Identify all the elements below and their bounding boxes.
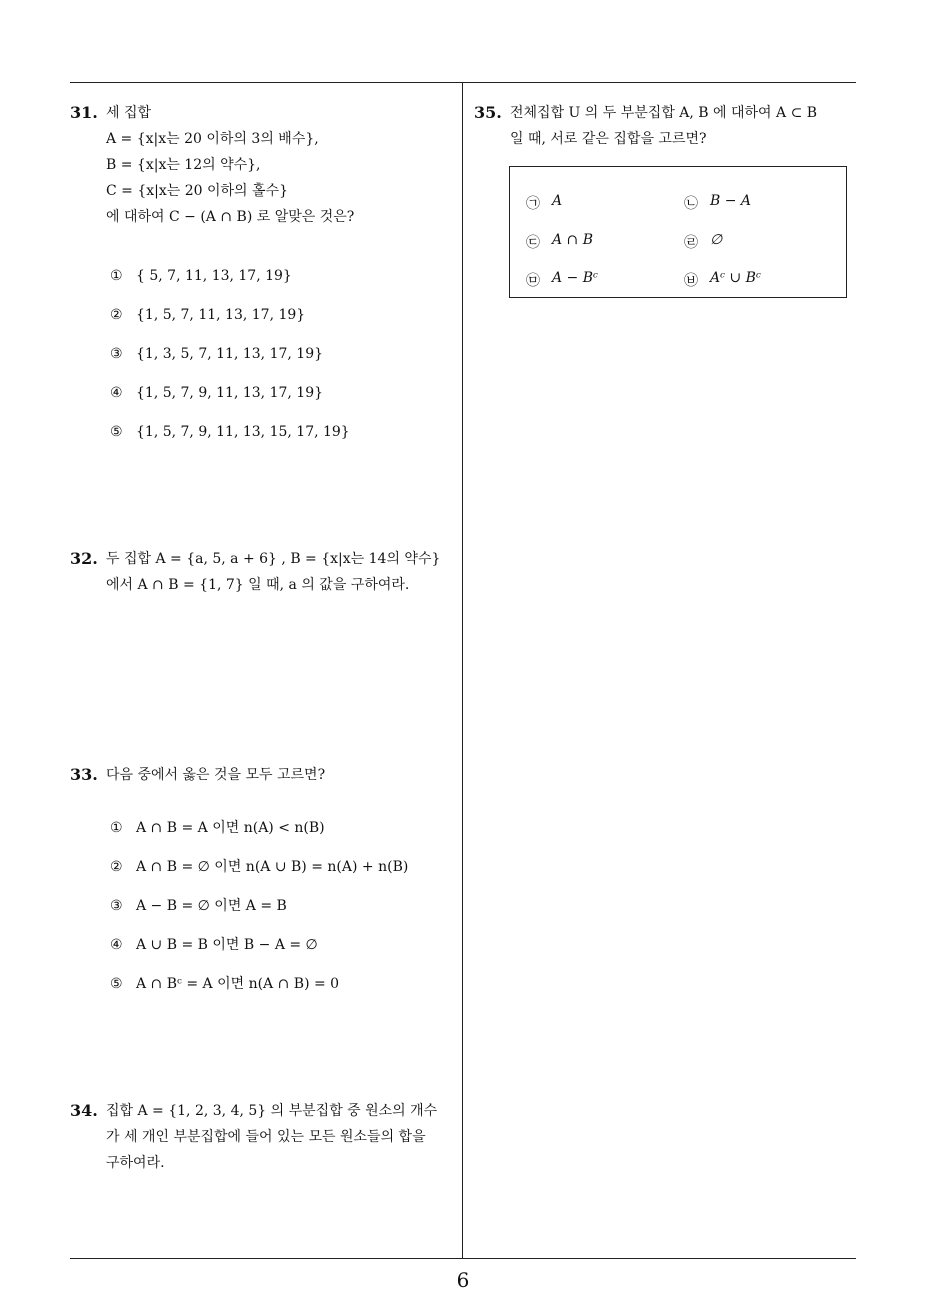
choice-5[interactable] [110,964,455,1003]
option-item-4[interactable] [684,232,722,252]
choice-mark: ⑤ [110,975,123,992]
question-line-2: 에서 A ∩ B = {1, 7} 일 때, a 의 값을 구하여라. [106,577,410,593]
option-mark: ㉤ [526,273,540,289]
column-divider [462,82,463,1258]
option-mark: ㉠ [526,196,540,212]
question-intro: 세 집합 [106,105,152,121]
option-item-5[interactable] [526,270,598,290]
choice-mark: ① [110,819,123,836]
question-line-2: 일 때, 서로 같은 집합을 고르면? [510,131,707,147]
page-number: 6 [456,1268,470,1292]
choice-2[interactable] [110,847,455,886]
choice-mark: ① [110,267,123,284]
choice-1[interactable] [110,256,455,295]
option-mark: ㉥ [684,273,698,289]
choice-mark: ② [110,306,123,323]
question-number: 35. [474,103,502,122]
question-line-1: 집합 A = {1, 2, 3, 4, 5} 의 부분집합 중 원소의 개수 [106,1103,438,1119]
choice-mark: ③ [110,897,123,914]
question-text: 다음 중에서 옳은 것을 모두 고르면? [106,767,326,783]
option-item-6[interactable] [684,270,761,290]
choice-list [70,256,455,451]
question-32 [70,546,460,598]
option-item-3[interactable] [526,232,593,252]
choice-text: A − B = ∅ 이면 A = B [136,897,287,914]
choice-1[interactable] [110,808,455,847]
choice-text: {1, 3, 5, 7, 11, 13, 17, 19} [136,345,324,362]
bottom-rule [70,1258,856,1259]
choice-4[interactable] [110,925,455,964]
set-b-definition: B = {x|x는 12의 약수}, [106,157,261,173]
choice-text: A ∪ B = B 이면 B − A = ∅ [136,936,318,953]
question-number: 34. [70,1101,98,1120]
option-text: ∅ [710,232,723,248]
choice-text: A ∩ B = ∅ 이면 n(A ∪ B) = n(A) + n(B) [136,858,409,875]
question-33 [70,762,455,1003]
choice-4[interactable] [110,373,455,412]
choice-mark: ③ [110,345,123,362]
question-line-2: 가 세 개인 부분집합에 들어 있는 모든 원소들의 합을 [106,1129,426,1145]
question-line-3: 구하여라. [106,1155,165,1171]
option-text: Aᶜ ∪ Bᶜ [710,270,761,286]
question-34 [70,1098,460,1176]
choice-list [70,808,455,1003]
option-text: A − Bᶜ [552,270,598,286]
option-mark: ㉣ [684,235,698,251]
choice-text: {1, 5, 7, 9, 11, 13, 17, 19} [136,384,324,401]
option-text: A [552,193,563,209]
choice-5[interactable] [110,412,455,451]
choice-3[interactable] [110,886,455,925]
question-35 [474,100,859,152]
question-31 [70,100,455,451]
question-number: 33. [70,765,98,784]
option-text: A ∩ B [552,232,594,248]
question-number: 31. [70,103,98,122]
set-c-definition: C = {x|x는 20 이하의 홀수} [106,183,288,199]
choice-3[interactable] [110,334,455,373]
set-a-definition: A = {x|x는 20 이하의 3의 배수}, [106,131,319,147]
choice-2[interactable] [110,295,455,334]
choice-mark: ⑤ [110,423,123,440]
option-mark: ㉢ [526,235,540,251]
choice-mark: ④ [110,936,123,953]
question-line-1: 두 집합 A = {a, 5, a + 6} , B = {x|x는 14의 약수} [106,551,441,567]
question-line-1: 전체집합 U 의 두 부분집합 A, B 에 대하여 A ⊂ B [510,105,818,121]
choice-text: {1, 5, 7, 11, 13, 17, 19} [136,306,306,323]
option-item-2[interactable] [684,193,751,213]
option-item-1[interactable] [526,193,562,213]
top-rule [70,82,856,83]
choice-text: A ∩ Bᶜ = A 이면 n(A ∩ B) = 0 [136,975,340,992]
choice-mark: ④ [110,384,123,401]
option-text: B − A [710,193,752,209]
choice-text: { 5, 7, 11, 13, 17, 19} [136,267,292,284]
option-mark: ㉡ [684,196,698,212]
question-number: 32. [70,549,98,568]
answer-options-box [509,166,847,298]
choice-text: A ∩ B = A 이면 n(A) < n(B) [136,819,325,836]
choice-text: {1, 5, 7, 9, 11, 13, 15, 17, 19} [136,423,350,440]
question-text: 에 대하여 C − (A ∩ B) 로 알맞은 것은? [106,209,355,225]
choice-mark: ② [110,858,123,875]
